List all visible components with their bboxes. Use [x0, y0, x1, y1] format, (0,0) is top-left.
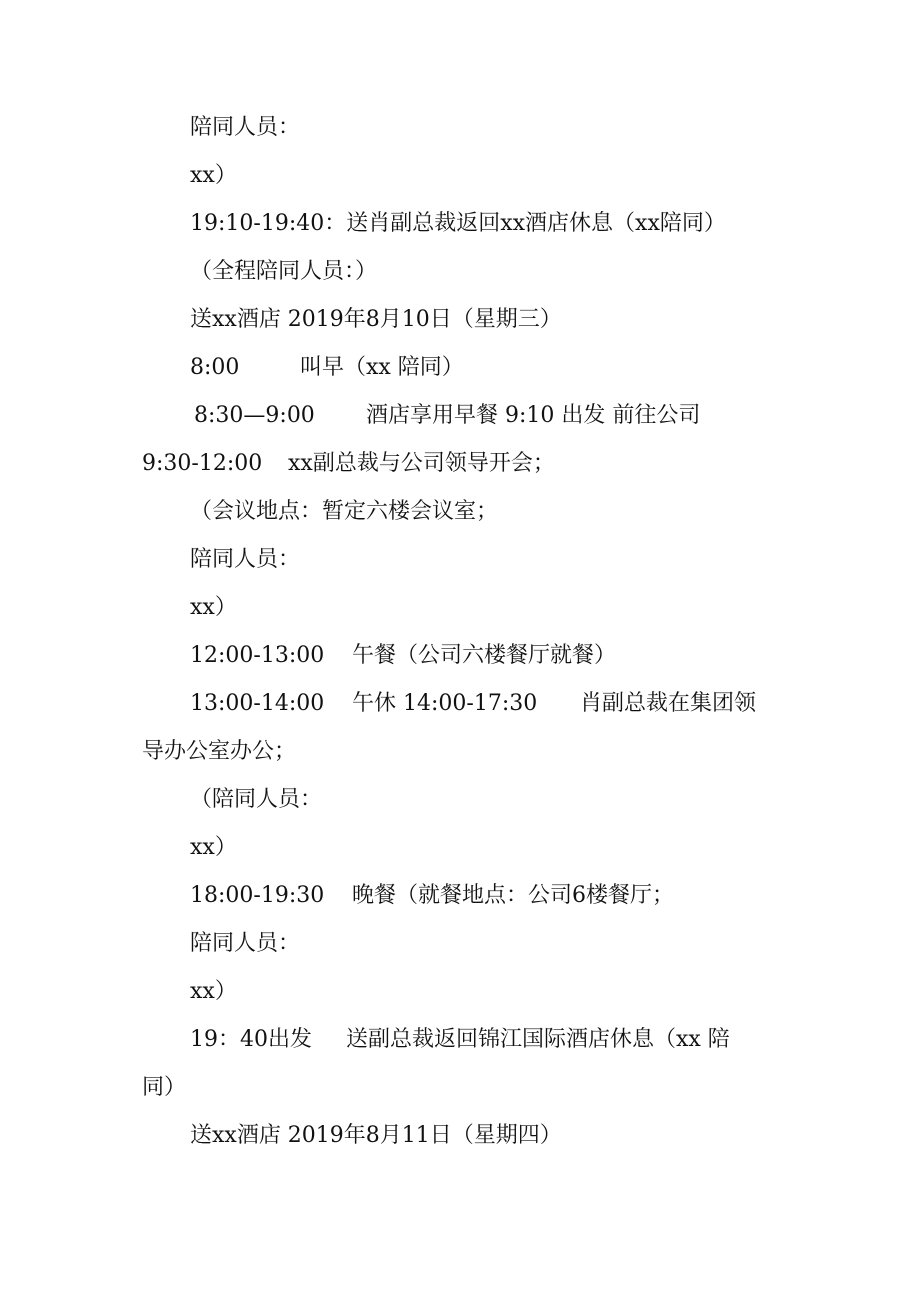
text-line-0800-time: 8:00	[190, 355, 240, 380]
text-line-0930-time: 9:30-12:00	[142, 451, 263, 476]
text-line-full-accompany: （全程陪同人员：）	[190, 259, 378, 284]
text-line-xx-3: xx）	[190, 835, 237, 860]
text-line-accompanying-staff-1: 陪同人员：	[190, 115, 301, 140]
text-line-0830-time: 8:30—9:00	[194, 403, 315, 428]
text-line-accompanying-staff-4: 陪同人员：	[190, 931, 301, 956]
text-line-accompanying-staff-3: （陪同人员：	[190, 787, 323, 812]
text-line-office-work-cont: 导办公室办公；	[142, 739, 297, 764]
text-line-1910-schedule: 19:10-19:40：送肖副总裁返回xx酒店休息（xx陪同）	[190, 211, 726, 236]
text-line-1300-time: 13:00-14:00	[190, 691, 325, 716]
text-line-office-work: 肖副总裁在集团领	[580, 691, 757, 716]
text-line-accompanying-staff-2: 陪同人员：	[190, 547, 301, 572]
text-line-xx-4: xx）	[190, 979, 237, 1004]
text-line-0800-wakeup: 叫早（xx 陪同）	[300, 355, 464, 380]
text-line-return-hotel-cont: 同）	[142, 1075, 187, 1100]
text-line-1800-time: 18:00-19:30	[190, 883, 325, 908]
text-line-1940-depart: 19：40出发	[190, 1027, 312, 1052]
text-line-date-aug-11: 送xx酒店 2019年8月11日（星期四）	[190, 1123, 562, 1148]
text-line-meeting: xx副总裁与公司领导开会；	[288, 451, 555, 476]
text-line-dinner: 晚餐（就餐地点：公司6楼餐厅；	[352, 883, 674, 908]
text-line-breakfast-depart: 酒店享用早餐 9:10 出发 前往公司	[366, 403, 701, 428]
text-line-nap: 午休 14:00-17:30	[352, 691, 538, 716]
text-line-date-aug-10: 送xx酒店 2019年8月10日（星期三）	[190, 307, 562, 332]
text-line-1200-time: 12:00-13:00	[190, 643, 325, 668]
text-line-lunch: 午餐（公司六楼餐厅就餐）	[352, 643, 617, 668]
text-line-meeting-location: （会议地点：暂定六楼会议室；	[190, 499, 499, 524]
text-line-return-hotel: 送副总裁返回锦江国际酒店休息（xx 陪	[346, 1027, 730, 1052]
text-line-xx-1: xx）	[190, 163, 237, 188]
text-line-xx-2: xx）	[190, 595, 237, 620]
